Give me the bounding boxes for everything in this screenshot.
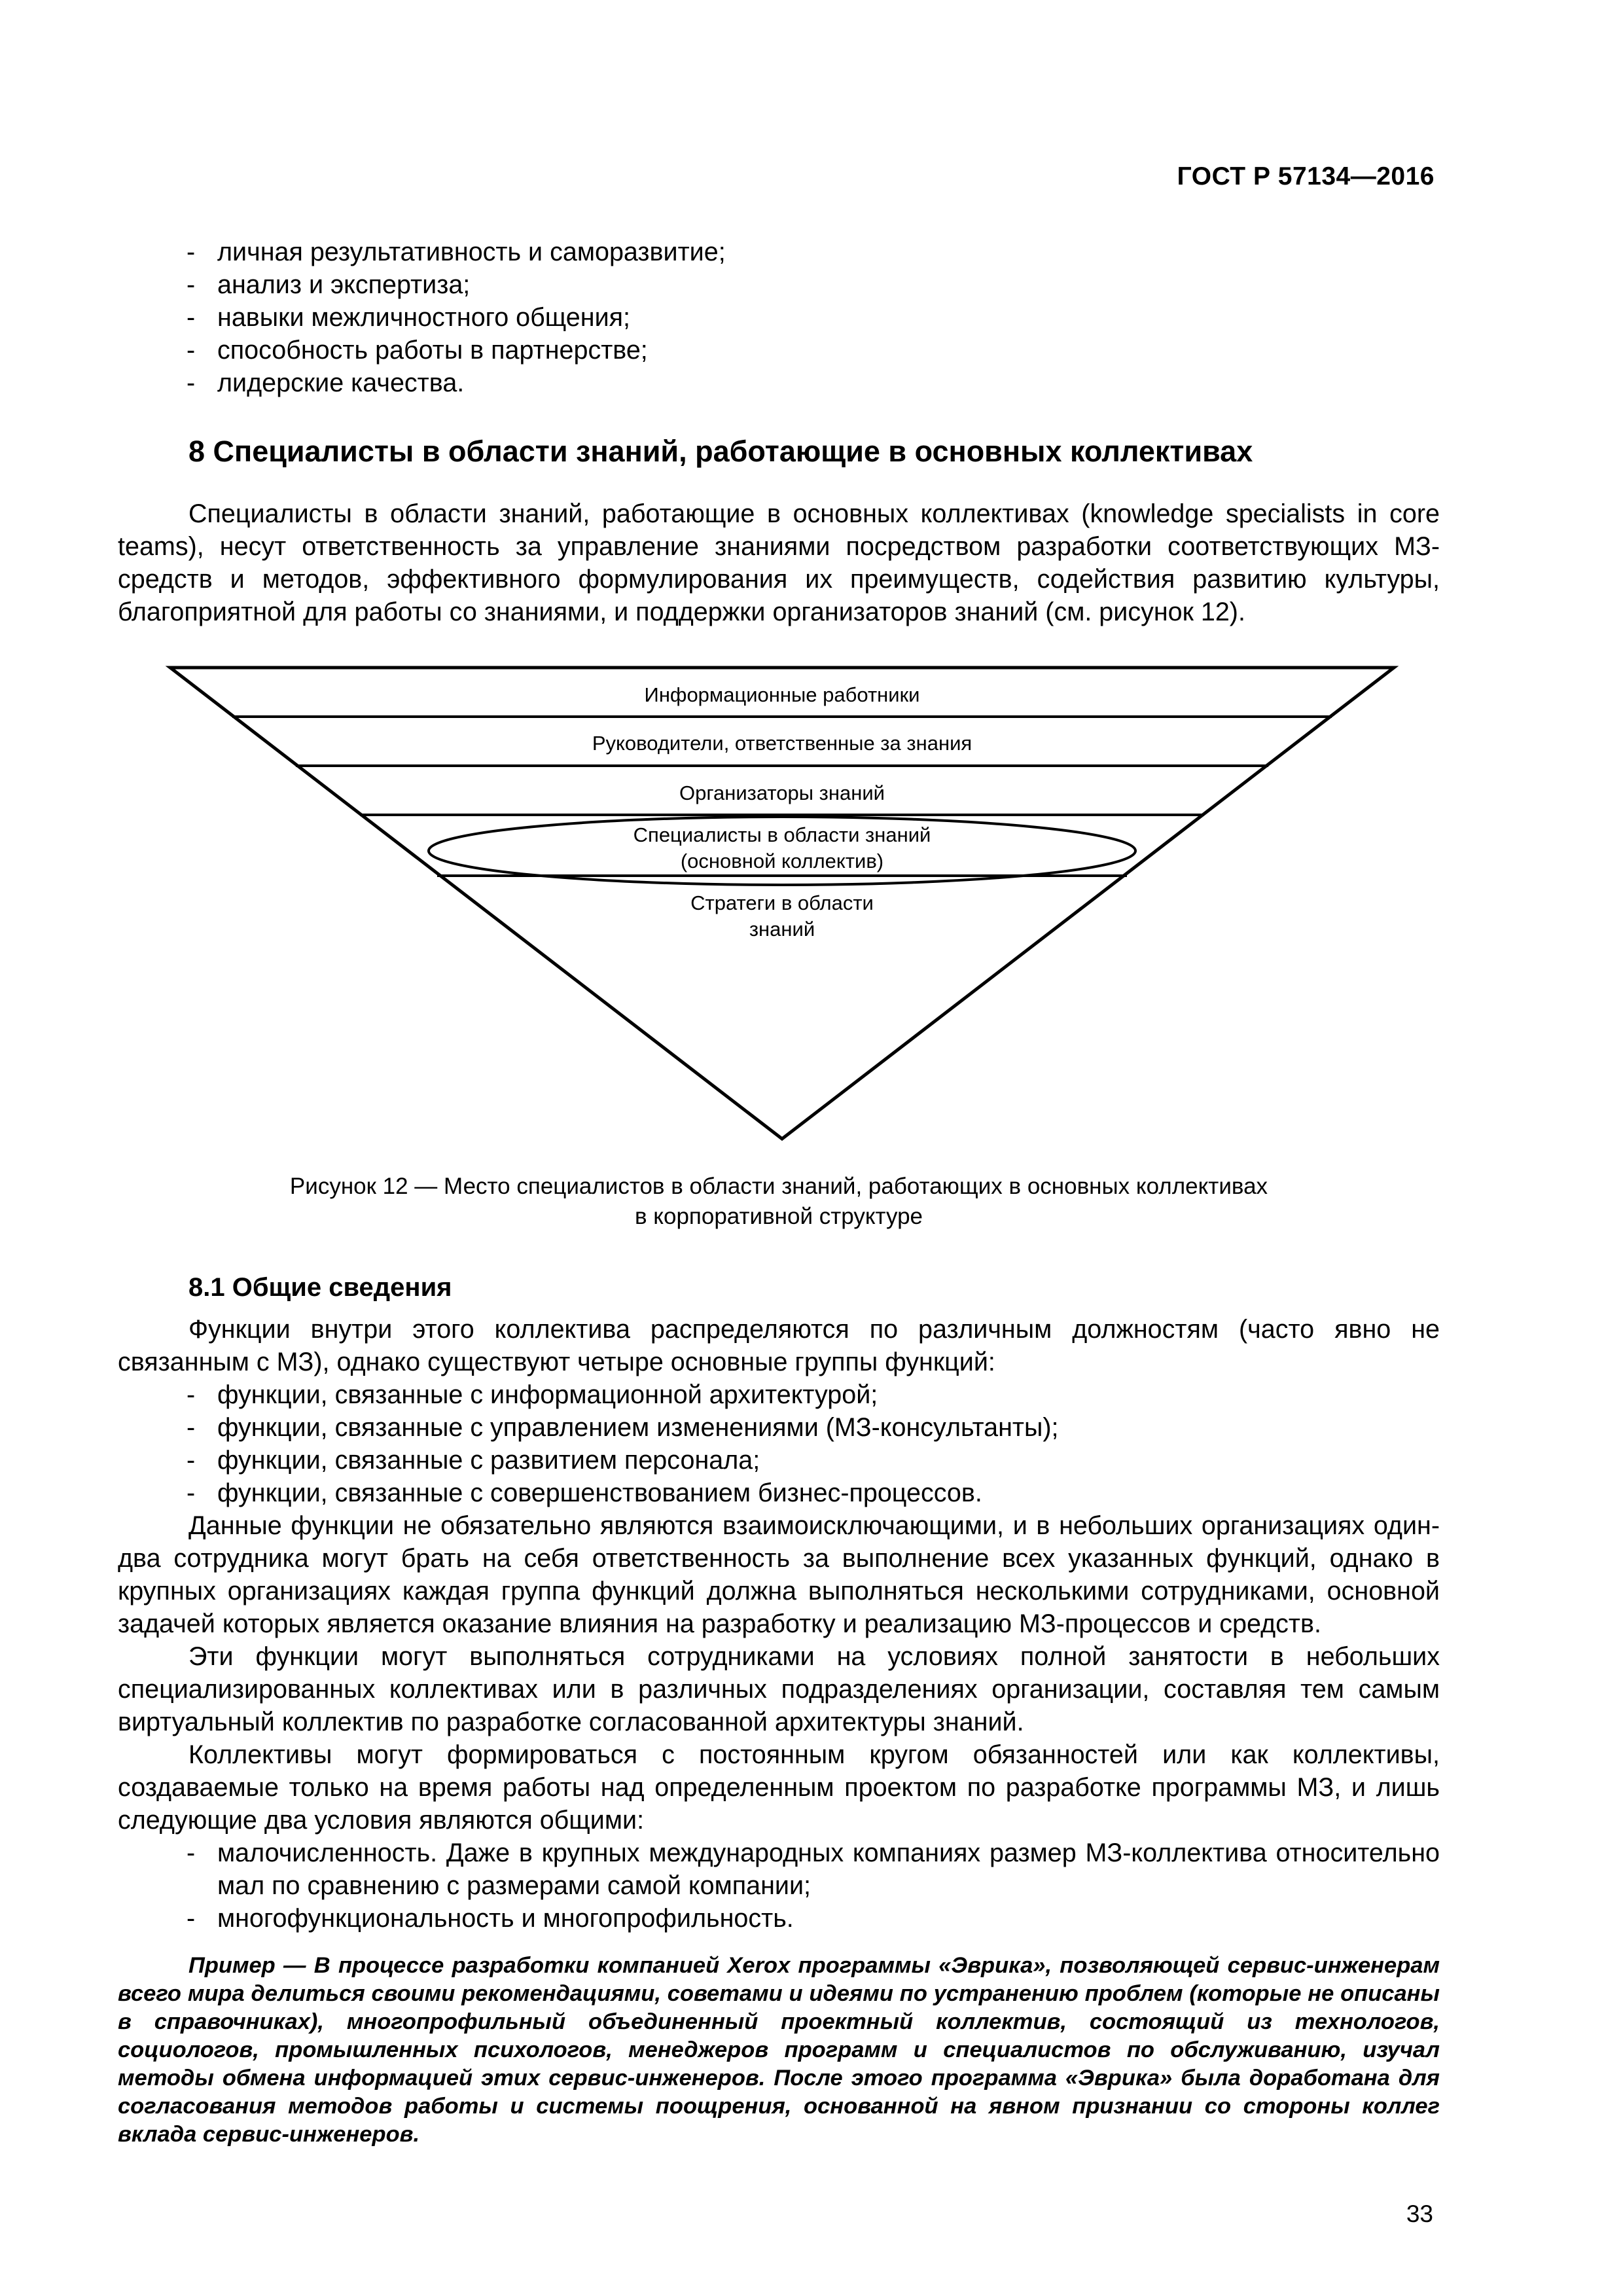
list-item: - функции, связанные с информационной архитектурой; (118, 1378, 1440, 1411)
section-8-1-p2: Данные функции не обязательно являются взаимоисключающими, и в небольших организациях один-два сотрудника могут брать на себя ответственность за выполнение всех указанных функций, однако в крупных организациях каждая группа функций должна выполняться несколькими сотрудниками, основной задачей которых является оказание влияния на разработку и реализацию МЗ-процессов и средств. (118, 1511, 1440, 1638)
example-note: Пример — В процессе разработки компанией Xerox программы «Эврика», позволяющей сервис-инженерам всего мира делиться своими рекомендациями, советами и идеями по устранению проблем (которые не описаны в справочниках), многопрофильный объединенный проектный коллектив, состоящий из технологов, социологов, промышленных психологов, менеджеров программ и специалистов по обслуживанию, изучал методы обмена информацией этих сервис-инженеров. После этого программа «Эврика» была доработана для согласования методов работы и системы поощрения, основанной на явном признании со стороны коллег вклада сервис-инженеров. (118, 1953, 1440, 2147)
standard-header: ГОСТ Р 57134—2016 (1177, 162, 1435, 190)
list-item: - функции, связанные с совершенствованием бизнес-процессов. (118, 1477, 1440, 1509)
intro-list (118, 236, 1440, 399)
list-item: - лидерские качества. (118, 367, 1440, 399)
list-item: - малочисленность. Даже в крупных международных компаниях размер МЗ-коллектива относительно мал по сравнению с размерами самой компании; (118, 1837, 1440, 1902)
level-information-workers: Информационные работники (644, 683, 920, 706)
list-item: - многофункциональность и многопрофильность. (118, 1902, 1440, 1935)
list-item: - функции, связанные с развитием персонала; (118, 1444, 1440, 1477)
list-item: - личная результативность и саморазвитие; (118, 236, 1440, 268)
functions-list (118, 1378, 1440, 1509)
level-knowledge-managers: Руководители, ответственные за знания (592, 732, 972, 755)
page-number: 33 (1406, 2200, 1433, 2227)
figure-12-diagram (118, 655, 1440, 1172)
section-8-1-title: 8.1 Общие сведения (188, 1273, 452, 1302)
page-content (118, 236, 1440, 2149)
section-8-paragraph: Специалисты в области знаний, работающие в основных коллективах (knowledge specialists in core teams), несут ответственность за управление знаниями посредством разработки соответствующих МЗ-средств и методов, эффективного формулирования их преимуществ, содействия развитию культуры, благоприятной для работы со знаниями, и поддержки организаторов знаний (см. рисунок 12). (118, 499, 1440, 626)
list-item: - способность работы в партнерстве; (118, 334, 1440, 367)
list-item: - функции, связанные с управлением изменениями (МЗ-консультанты); (118, 1411, 1440, 1444)
level-knowledge-strategists-2: знаний (749, 918, 815, 941)
section-8-1-p3: Эти функции могут выполняться сотрудниками на условиях полной занятости в небольших специализированных коллективах или в различных подразделениях организации, составляя тем самым виртуальный коллектив по разработке согласованной архитектуры знаний. (118, 1642, 1440, 1736)
conditions-list (118, 1837, 1440, 1935)
level-knowledge-strategists: Стратеги в области (690, 891, 874, 914)
section-8-1-p4: Коллективы могут формироваться с постоянным кругом обязанностей или как коллективы, создаваемые только на время работы над определенным проектом по разработке программы МЗ, и лишь следующие два условия являются общими: (118, 1740, 1440, 1835)
section-8-1-p1: Функции внутри этого коллектива распределяются по различным должностям (часто явно не связанным с МЗ), однако существуют четыре основные группы функций: (118, 1315, 1440, 1376)
pyramid-diagram (118, 655, 1440, 1172)
level-knowledge-organizers: Организаторы знаний (679, 781, 885, 804)
list-item: - навыки межличностного общения; (118, 301, 1440, 334)
figure-caption: Рисунок 12 — Место специалистов в области знаний, работающих в основных коллективах в корпоративной структуре (289, 1174, 1268, 1229)
list-item: - анализ и экспертиза; (118, 268, 1440, 301)
level-knowledge-specialists: Специалисты в области знаний (633, 823, 931, 846)
level-core-team: (основной коллектив) (680, 850, 884, 872)
section-8-title: 8 Специалисты в области знаний, работающие в основных коллективах (188, 435, 1253, 468)
